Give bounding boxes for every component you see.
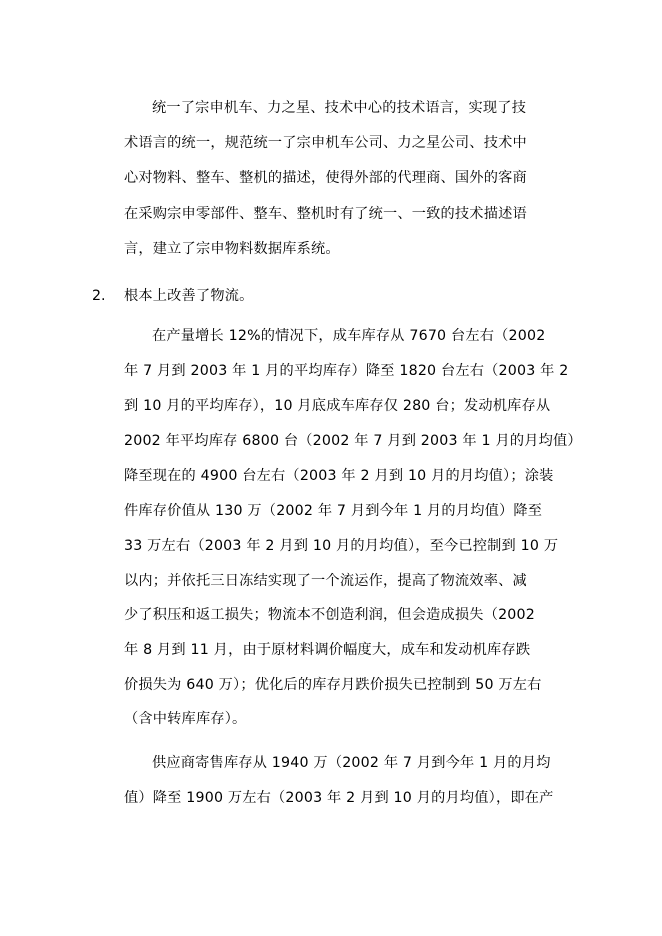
paragraph-2-line-11: 价损失为 640 万）；优化后的库存月跌价损失已控制到 50 万左右 xyxy=(124,677,542,693)
paragraph-2-line-12: （含中转库库存）。 xyxy=(124,711,247,727)
paragraph-2-line-10: 年 8 月到 11 月，由于原材料调价幅度大，成车和发动机库存跌 xyxy=(124,642,531,658)
paragraph-2-line-9: 少了积压和返工损失；物流本不创造利润，但会造成损失（2002 xyxy=(124,607,535,623)
paragraph-1-line-4: 在采购宗申零部件、整车、整机时有了统一、一致的技术描述语 xyxy=(124,206,527,222)
paragraph-3-line-1: 供应商寄售库存从 1940 万（2002 年 7 月到今年 1 月的月均 xyxy=(152,755,551,771)
paragraph-1-line-1: 统一了宗申机车、力之星、技术中心的技术语言，实现了技 xyxy=(152,100,527,116)
paragraph-2-line-6: 件库存价值从 130 万（2002 年 7 月到今年 1 月的月均值）降至 xyxy=(124,503,543,519)
paragraph-1-line-5: 言，建立了宗申物料数据库系统。 xyxy=(124,241,340,257)
paragraph-2-line-4: 2002 年平均库存 6800 台（2002 年 7 月到 2003 年 1 月的月均值） xyxy=(124,433,582,449)
list-item-number: 2. xyxy=(92,288,106,304)
paragraph-1-line-2: 术语言的统一，规范统一了宗申机车公司、力之星公司、技术中 xyxy=(124,135,527,151)
paragraph-2-line-2: 年 7 月到 2003 年 1 月的平均库存）降至 1820 台左右（2003 年 2 xyxy=(124,363,569,379)
paragraph-2-line-5: 降至现在的 4900 台左右（2003 年 2 月到 10 月的月均值）；涂装 xyxy=(124,468,554,484)
paragraph-1-line-3: 心对物料、整车、整机的描述，使得外部的代理商、国外的客商 xyxy=(124,170,527,186)
paragraph-2-line-7: 33 万左右（2003 年 2 月到 10 月的月均值），至今已控制到 10 万 xyxy=(124,538,559,554)
paragraph-2-line-1: 在产量增长 12%的情况下，成车库存从 7670 台左右（2002 xyxy=(152,328,546,344)
paragraph-3-line-2: 值）降至 1900 万左右（2003 年 2 月到 10 月的月均值），即在产 xyxy=(124,790,554,806)
paragraph-2-line-8: 以内；并依托三日冻结实现了一个流运作，提高了物流效率、减 xyxy=(124,573,527,589)
list-item-heading: 根本上改善了物流。 xyxy=(124,288,254,304)
paragraph-2-line-3: 到 10 月的平均库存），10 月底成车库存仅 280 台；发动机库存从 xyxy=(124,398,551,414)
